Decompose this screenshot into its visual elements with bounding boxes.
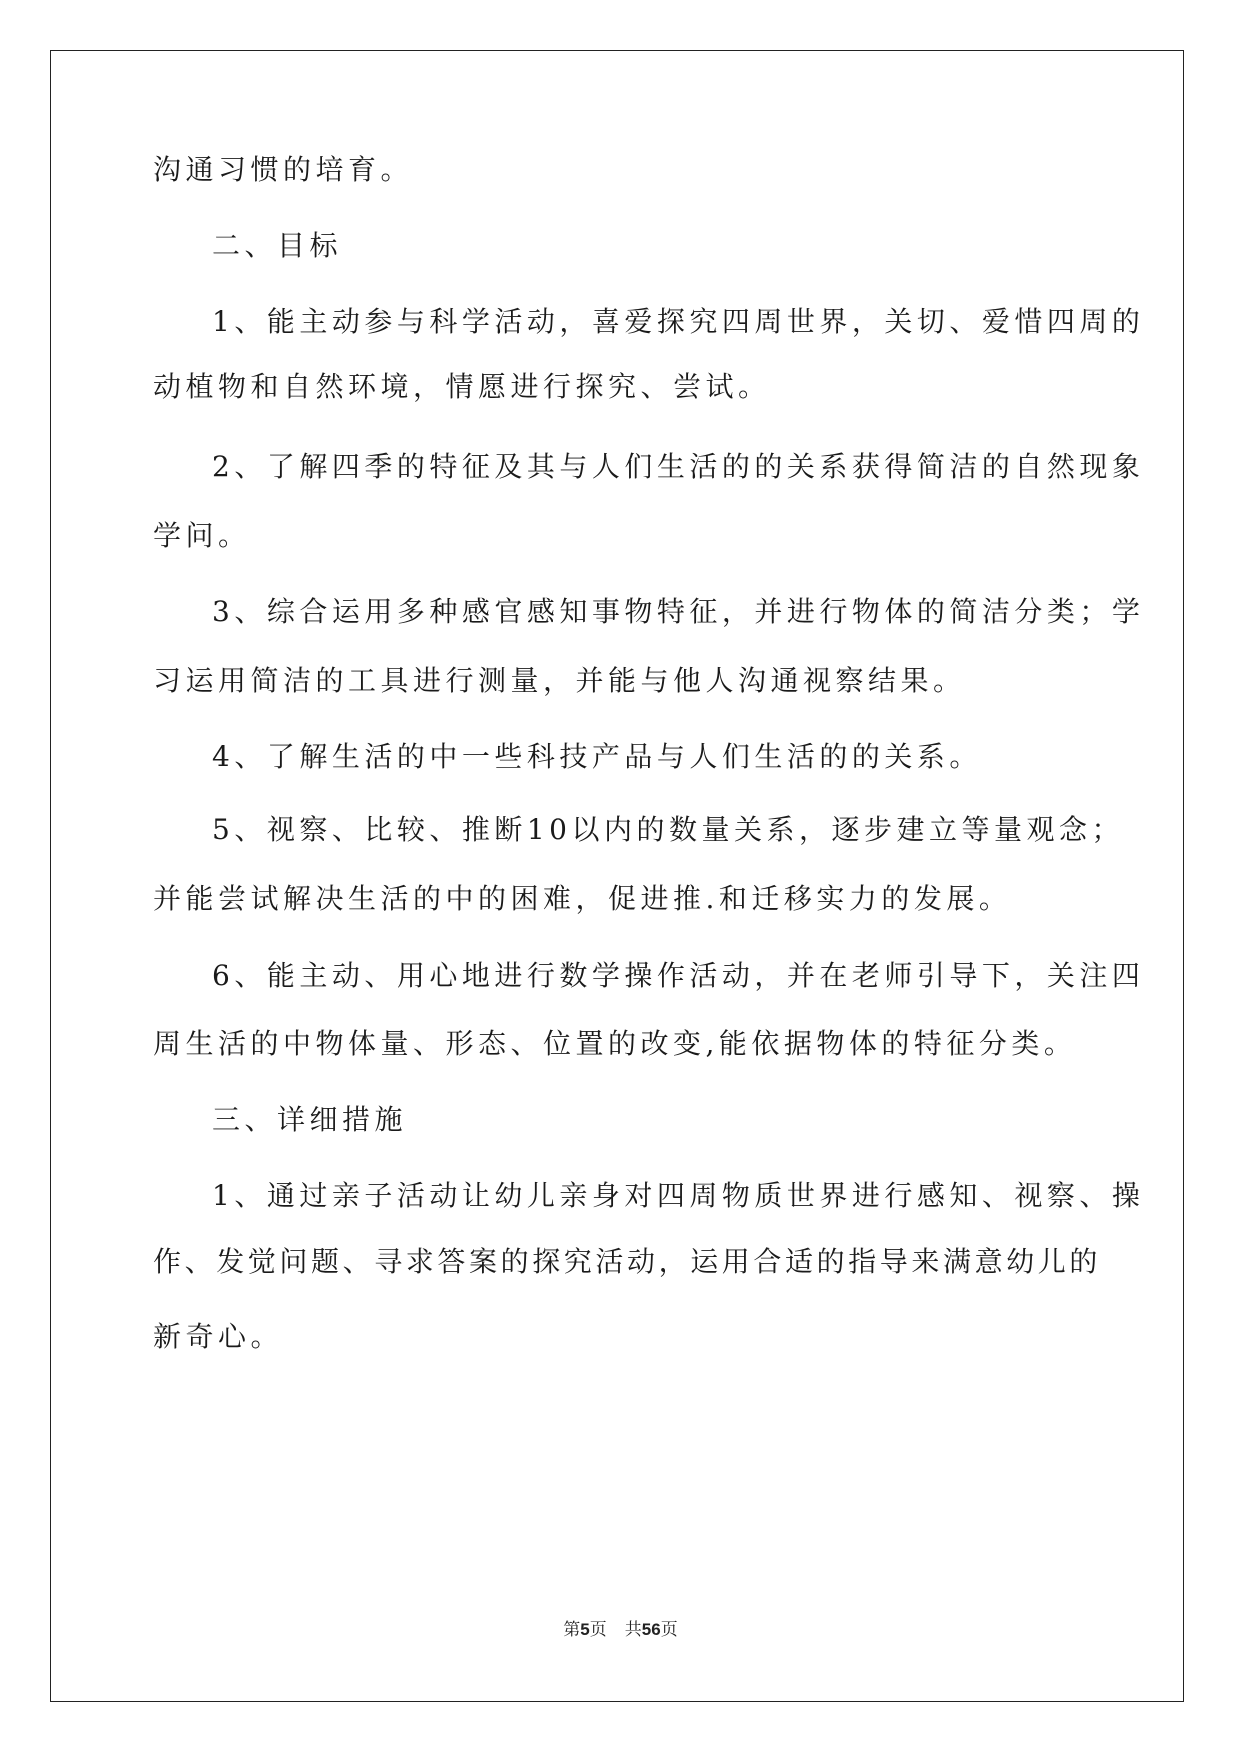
footer-prefix: 第 <box>563 1620 581 1640</box>
paragraph-line: 新奇心。 <box>153 1320 284 1353</box>
paragraph-line: 周生活的中物体量、形态、位置的改变,能依据物体的特征分类。 <box>153 1027 1077 1060</box>
page-number: 5 <box>580 1620 590 1639</box>
total-pages: 56 <box>641 1620 661 1639</box>
section-heading: 二、目标 <box>212 229 343 262</box>
paragraph-line: 沟通习惯的培育。 <box>153 153 414 186</box>
paragraph-line: 4、了解生活的中一些科技产品与人们生活的的关系。 <box>212 740 982 773</box>
paragraph-line: 并能尝试解决生活的中的困难，促进推.和迁移实力的发展。 <box>153 882 1012 915</box>
paragraph-line: 学问。 <box>153 519 251 552</box>
footer-total-prefix: 共 <box>624 1620 642 1640</box>
paragraph-line: 动植物和自然环境，情愿进行探究、尝试。 <box>153 370 771 403</box>
section-heading: 三、详细措施 <box>212 1103 408 1136</box>
page-border <box>50 50 1184 1702</box>
page-footer <box>0 1618 1241 1642</box>
paragraph-line: 1、能主动参与科学活动，喜爱探究四周世界，关切、爱惜四周的 <box>212 305 1145 338</box>
paragraph-line: 习运用简洁的工具进行测量，并能与他人沟通视察结果。 <box>153 664 966 697</box>
footer-total-unit: 页 <box>660 1620 678 1640</box>
paragraph-line: 3、综合运用多种感官感知事物特征，并进行物体的简洁分类；学 <box>212 595 1145 628</box>
paragraph-line: 2、了解四季的特征及其与人们生活的的关系获得简洁的自然现象 <box>212 450 1145 483</box>
paragraph-line: 作、发觉问题、寻求答案的探究活动，运用合适的指导来满意幼儿的 <box>153 1245 1102 1278</box>
paragraph-line: 1、通过亲子活动让幼儿亲身对四周物质世界进行感知、视察、操 <box>212 1179 1145 1212</box>
paragraph-line: 5、视察、比较、推断10以内的数量关系，逐步建立等量观念； <box>212 813 1124 846</box>
footer-page-unit: 页 <box>589 1620 607 1640</box>
paragraph-line: 6、能主动、用心地进行数学操作活动，并在老师引导下，关注四 <box>212 959 1145 992</box>
